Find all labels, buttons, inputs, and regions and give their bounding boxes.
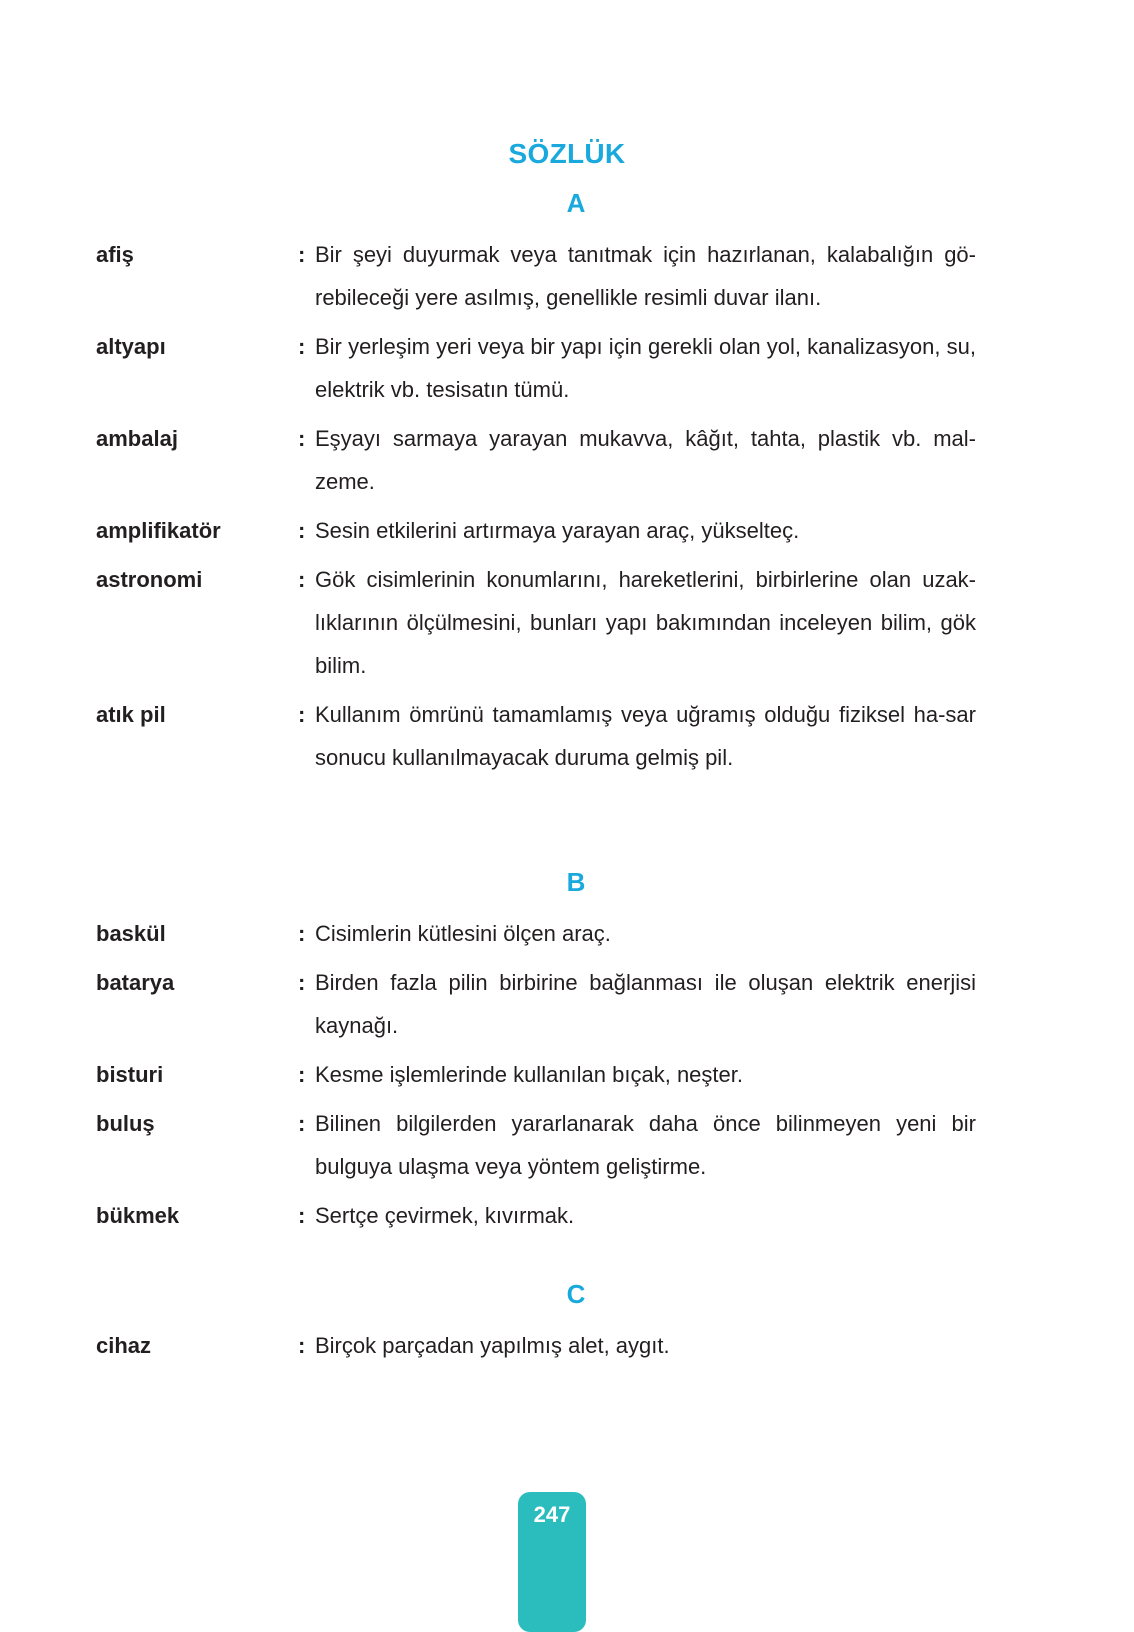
separator: : (298, 702, 306, 727)
definition: Kullanım ömrünü tamamlamış veya uğramış olduğu fiziksel ha-sar sonucu kullanılmayacak duruma gelmiş pil. (315, 702, 976, 770)
separator: : (298, 1111, 306, 1136)
term: batarya (96, 970, 175, 995)
separator: : (298, 970, 306, 995)
entry-list (0, 912, 1134, 1237)
term: cihaz (96, 1333, 152, 1358)
definition: Kesme işlemlerinde kullanılan bıçak, neşter. (315, 1062, 743, 1087)
separator: : (298, 567, 306, 592)
entry-list (0, 233, 1134, 779)
definition: Bir şeyi duyurmak veya tanıtmak için hazırlanan, kalabalığın gö-rebileceği yere asılmış, genellikle resimli duvar ilanı. (315, 242, 976, 310)
section-a (0, 183, 1134, 785)
glossary-entry (0, 1194, 1134, 1237)
term: baskül (96, 921, 166, 946)
section-letter: A (566, 188, 586, 218)
separator: : (298, 426, 306, 451)
definition: Cisimlerin kütlesini ölçen araç. (315, 921, 611, 946)
separator: : (298, 334, 306, 359)
definition: Birden fazla pilin birbirine bağlanması ile oluşan elektrik enerjisi kaynağı. (315, 970, 976, 1038)
separator: : (298, 1333, 306, 1358)
page-number-tab (518, 1492, 586, 1632)
definition: Gök cisimlerinin konumlarını, hareketlerini, birbirlerine olan uzak-lıklarının ölçülmesini, bunları yapı bakımından inceleyen bilim, gök bilim. (315, 567, 976, 678)
glossary-entry (0, 1102, 1134, 1188)
term: amplifikatör (96, 518, 221, 543)
section-b (0, 862, 1134, 1243)
definition: Birçok parçadan yapılmış alet, aygıt. (315, 1333, 670, 1358)
definition: Bilinen bilgilerden yararlanarak daha önce bilinmeyen yeni bir bulguya ulaşma veya yöntem geliştirme. (315, 1111, 976, 1179)
separator: : (298, 921, 306, 946)
term: altyapı (96, 334, 166, 359)
glossary-entry (0, 417, 1134, 503)
entry-list (0, 1324, 1134, 1367)
section-letter: C (566, 1279, 586, 1309)
term: ambalaj (96, 426, 178, 451)
term: buluş (96, 1111, 155, 1136)
glossary-entry (0, 1053, 1134, 1096)
glossary-entry (0, 509, 1134, 552)
definition: Bir yerleşim yeri veya bir yapı için gerekli olan yol, kanalizasyon, su, elektrik vb. tesisatın tümü. (315, 334, 976, 402)
page-title: SÖZLÜK (508, 138, 626, 169)
separator: : (298, 1203, 306, 1228)
section-letter: B (566, 867, 586, 897)
glossary-entry (0, 961, 1134, 1047)
term: atık pil (96, 702, 166, 727)
term: bisturi (96, 1062, 164, 1087)
definition: Sesin etkilerini artırmaya yarayan araç, yükselteç. (315, 518, 800, 543)
glossary-entry (0, 693, 1134, 779)
term: bükmek (96, 1203, 180, 1228)
term: astronomi (96, 567, 203, 592)
glossary-entry (0, 912, 1134, 955)
glossary-entry (0, 1324, 1134, 1367)
glossary-entry (0, 325, 1134, 411)
separator: : (298, 242, 306, 267)
definition: Eşyayı sarmaya yarayan mukavva, kâğıt, tahta, plastik vb. mal-zeme. (315, 426, 976, 494)
separator: : (298, 518, 306, 543)
page-number: 247 (533, 1502, 571, 1527)
definition: Sertçe çevirmek, kıvırmak. (315, 1203, 575, 1228)
glossary-entry (0, 558, 1134, 687)
term: afiş (96, 242, 134, 267)
section-c (0, 1274, 1134, 1373)
separator: : (298, 1062, 306, 1087)
glossary-entry (0, 233, 1134, 319)
